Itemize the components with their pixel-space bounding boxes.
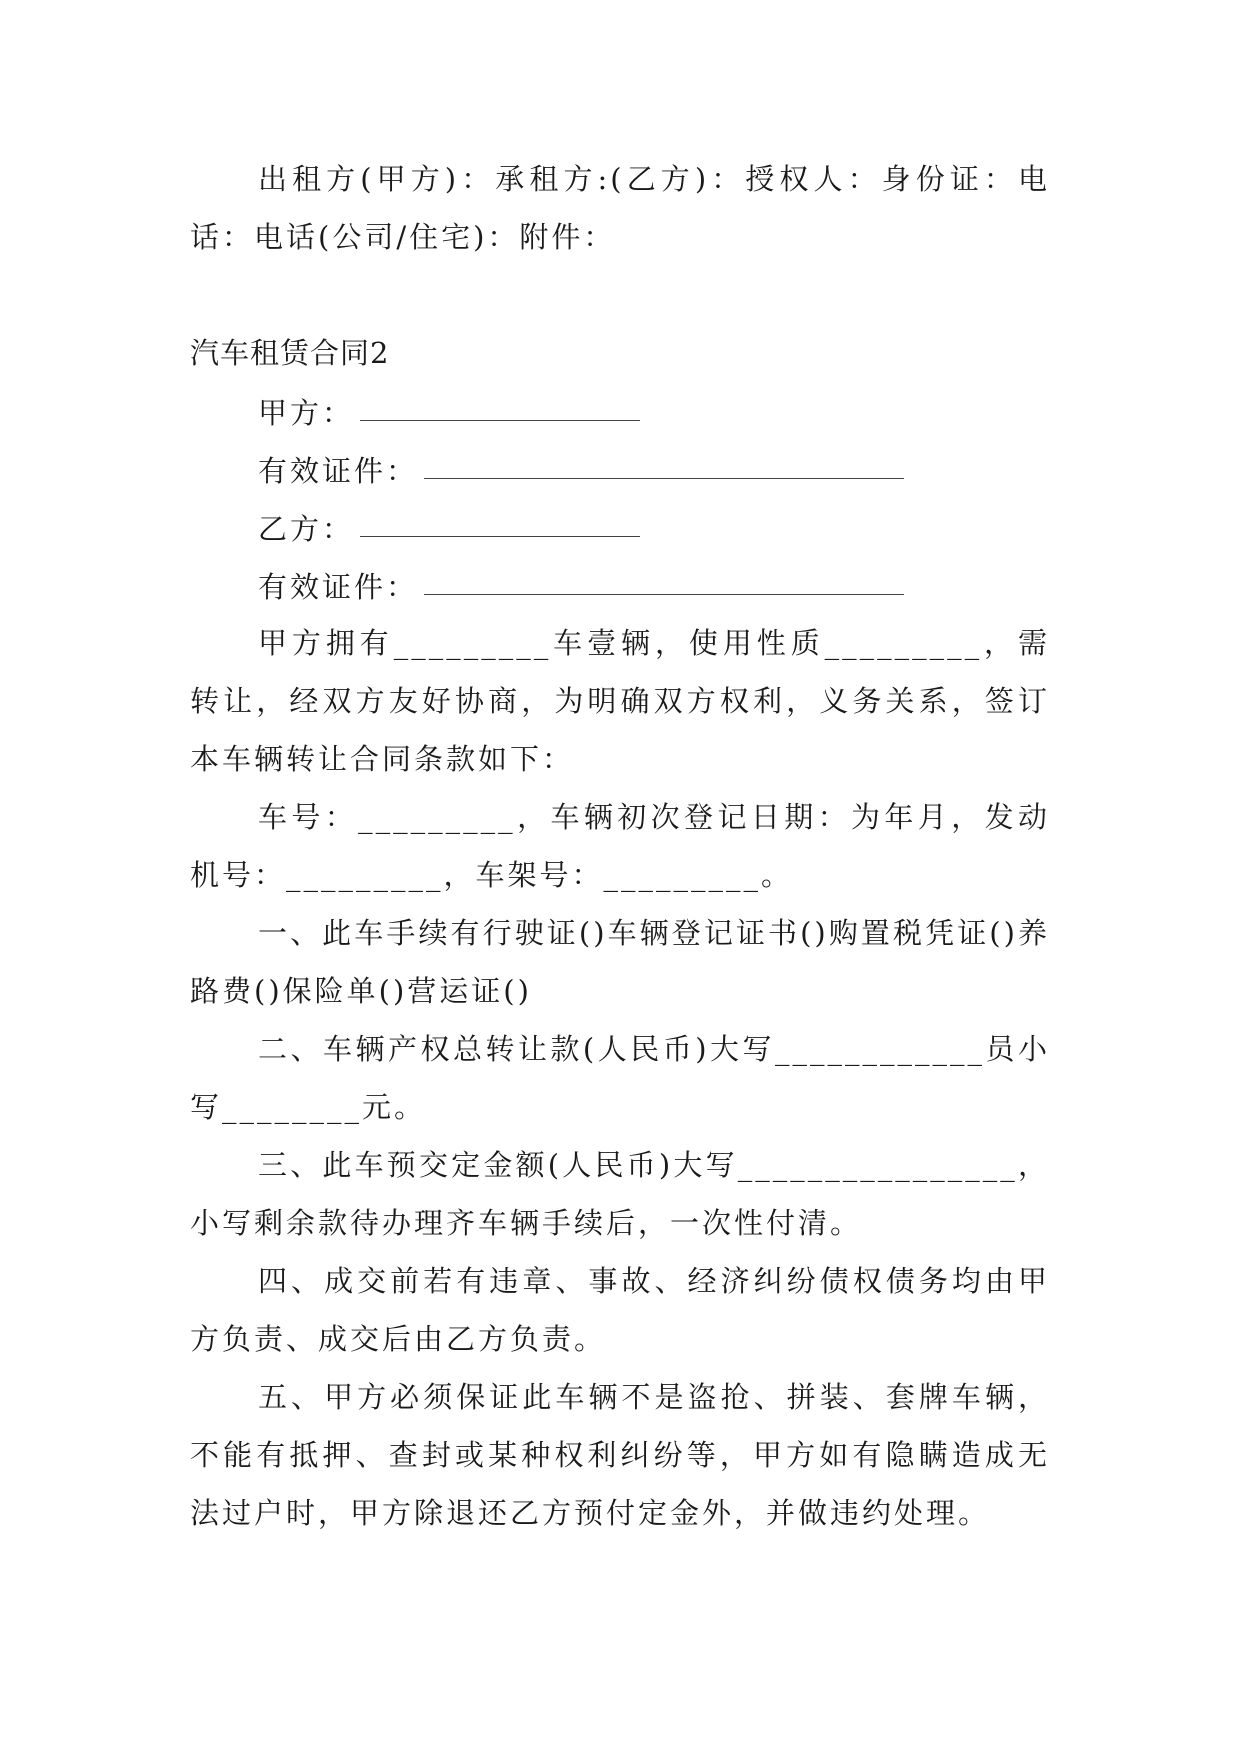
intro-paragraph: 出租方(甲方)：承租方:(乙方)：授权人：身份证：电话：电话(公司/住宅)：附件： [190, 162, 1050, 254]
spacer [190, 266, 1050, 324]
party-a-id-field [190, 440, 1050, 498]
field-label: 乙方： [258, 511, 355, 546]
document-page [190, 150, 1050, 1542]
fill-in-line [360, 506, 640, 537]
paragraph-clause-5: 五、甲方必须保证此车辆不是盗抢、拼装、套牌车辆，不能有抵押、查封或某种权利纠纷等，甲方如有隐瞒造成无法过户时，甲方除退还乙方预付定金外，并做违约处理。 [190, 1380, 1050, 1530]
paragraph-clause-2: 二、车辆产权总转让款(人民币)大写____________员小写________元。 [190, 1032, 1050, 1124]
paragraph-vehicle-details: 车号：_________，车辆初次登记日期：为年月，发动机号：_________，车架号：_________。 [190, 800, 1050, 892]
field-label: 有效证件： [258, 569, 419, 604]
section-title: 汽车租赁合同2 [190, 336, 390, 370]
fill-in-line [424, 448, 904, 479]
party-b-id-field [190, 556, 1050, 614]
paragraph-clause-1: 一、此车手续有行驶证()车辆登记证书()购置税凭证()养路费()保险单()营运证() [190, 916, 1050, 1008]
party-a-field [190, 382, 1050, 440]
paragraph-clause-3: 三、此车预交定金额(人民币)大写________________，小写剩余款待办理齐车辆手续后，一次性付清。 [190, 1148, 1050, 1240]
field-label: 甲方： [258, 395, 355, 430]
fill-in-line [424, 564, 904, 595]
party-b-field [190, 498, 1050, 556]
paragraph-clause-4: 四、成交前若有违章、事故、经济纠纷债权债务均由甲方负责、成交后由乙方负责。 [190, 1264, 1050, 1356]
paragraph-vehicle-ownership: 甲方拥有_________车壹辆，使用性质_________，需转让，经双方友好协商，为明确双方权利，义务关系，签订本车辆转让合同条款如下： [190, 626, 1050, 776]
field-label: 有效证件： [258, 453, 419, 488]
fill-in-line [360, 390, 640, 421]
